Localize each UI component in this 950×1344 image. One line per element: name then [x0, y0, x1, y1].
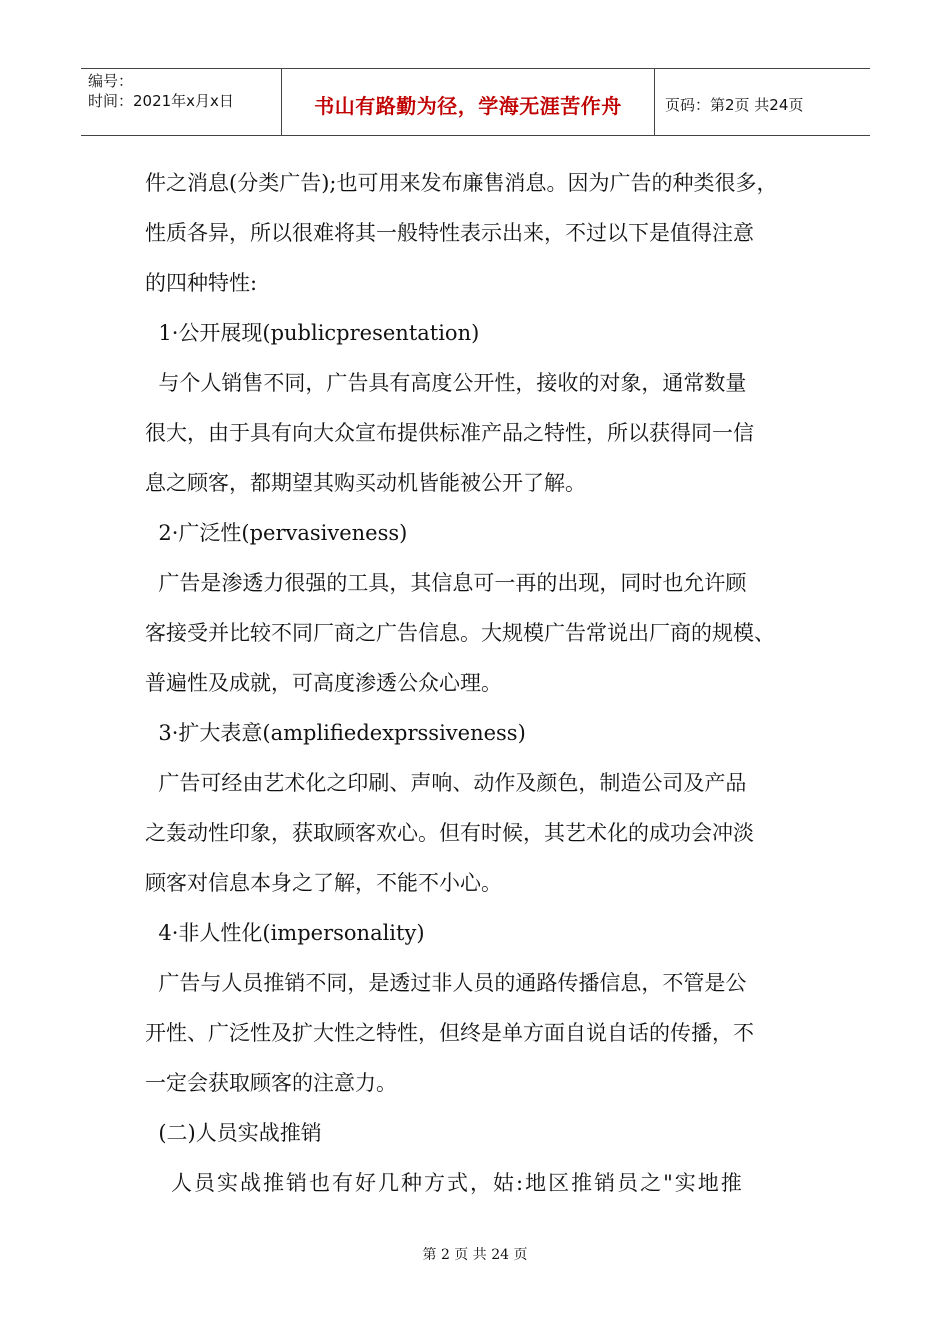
- section-heading: 1·公开展现(publicpresentation): [145, 321, 480, 345]
- body-line: 性质各异，所以很难将其一般特性表示出来，不过以下是值得注意: [145, 221, 754, 245]
- body-line: 顾客对信息本身之了解，不能不小心。: [145, 871, 502, 895]
- section-heading: 3·扩大表意(amplifiedexprssiveness): [145, 721, 526, 745]
- body-line: 广告与人员推销不同，是透过非人员的通路传播信息，不管是公: [145, 971, 747, 995]
- document-number-label: 编号：: [88, 72, 134, 90]
- body-line: 件之消息(分类广告);也可用来发布廉售消息。因为广告的种类很多，: [145, 171, 778, 195]
- body-line: 的四种特性:: [145, 271, 258, 295]
- section-heading: 2·广泛性(pervasiveness): [145, 521, 408, 545]
- body-line: 普遍性及成就，可高度渗透公众心理。: [145, 671, 502, 695]
- page-footer: [0, 1244, 950, 1264]
- header-page-number: 页码：第2页 共24页: [665, 96, 804, 114]
- header-motto: 书山有路勤为径，学海无涯苦作舟: [314, 94, 622, 118]
- body-line: 客接受并比较不同厂商之广告信息。大规模广告常说出厂商的规模、: [145, 621, 775, 645]
- body-line: 广告可经由艺术化之印刷、声响、动作及颜色，制造公司及产品: [145, 771, 747, 795]
- body-line: 广告是渗透力很强的工具，其信息可一再的出现，同时也允许顾: [145, 571, 747, 595]
- header-page-cell: [655, 69, 870, 135]
- document-date-label: 时间：2021年x月x日: [88, 92, 234, 110]
- document-body: [145, 158, 835, 1208]
- page-header: [81, 68, 870, 136]
- body-line: 人员实战推销也有好几种方式，姑:地区推销员之"实地推: [145, 1171, 744, 1195]
- header-motto-cell: [282, 69, 655, 135]
- body-line: 息之顾客，都期望其购买动机皆能被公开了解。: [145, 471, 586, 495]
- body-line: 开性、广泛性及扩大性之特性，但终是单方面自说自话的传播，不: [145, 1021, 754, 1045]
- body-line: 与个人销售不同，广告具有高度公开性，接收的对象，通常数量: [145, 371, 747, 395]
- footer-page-number: 第 2 页 共 24 页: [422, 1247, 528, 1263]
- section-heading: (二)人员实战推销: [145, 1121, 322, 1145]
- body-line: 很大，由于具有向大众宣布提供标准产品之特性，所以获得同一信: [145, 421, 754, 445]
- body-line: 之轰动性印象，获取顾客欢心。但有时候，其艺术化的成功会冲淡: [145, 821, 754, 845]
- header-meta-cell: [81, 69, 282, 135]
- section-heading: 4·非人性化(impersonality): [145, 921, 425, 945]
- body-line: 一定会获取顾客的注意力。: [145, 1071, 397, 1095]
